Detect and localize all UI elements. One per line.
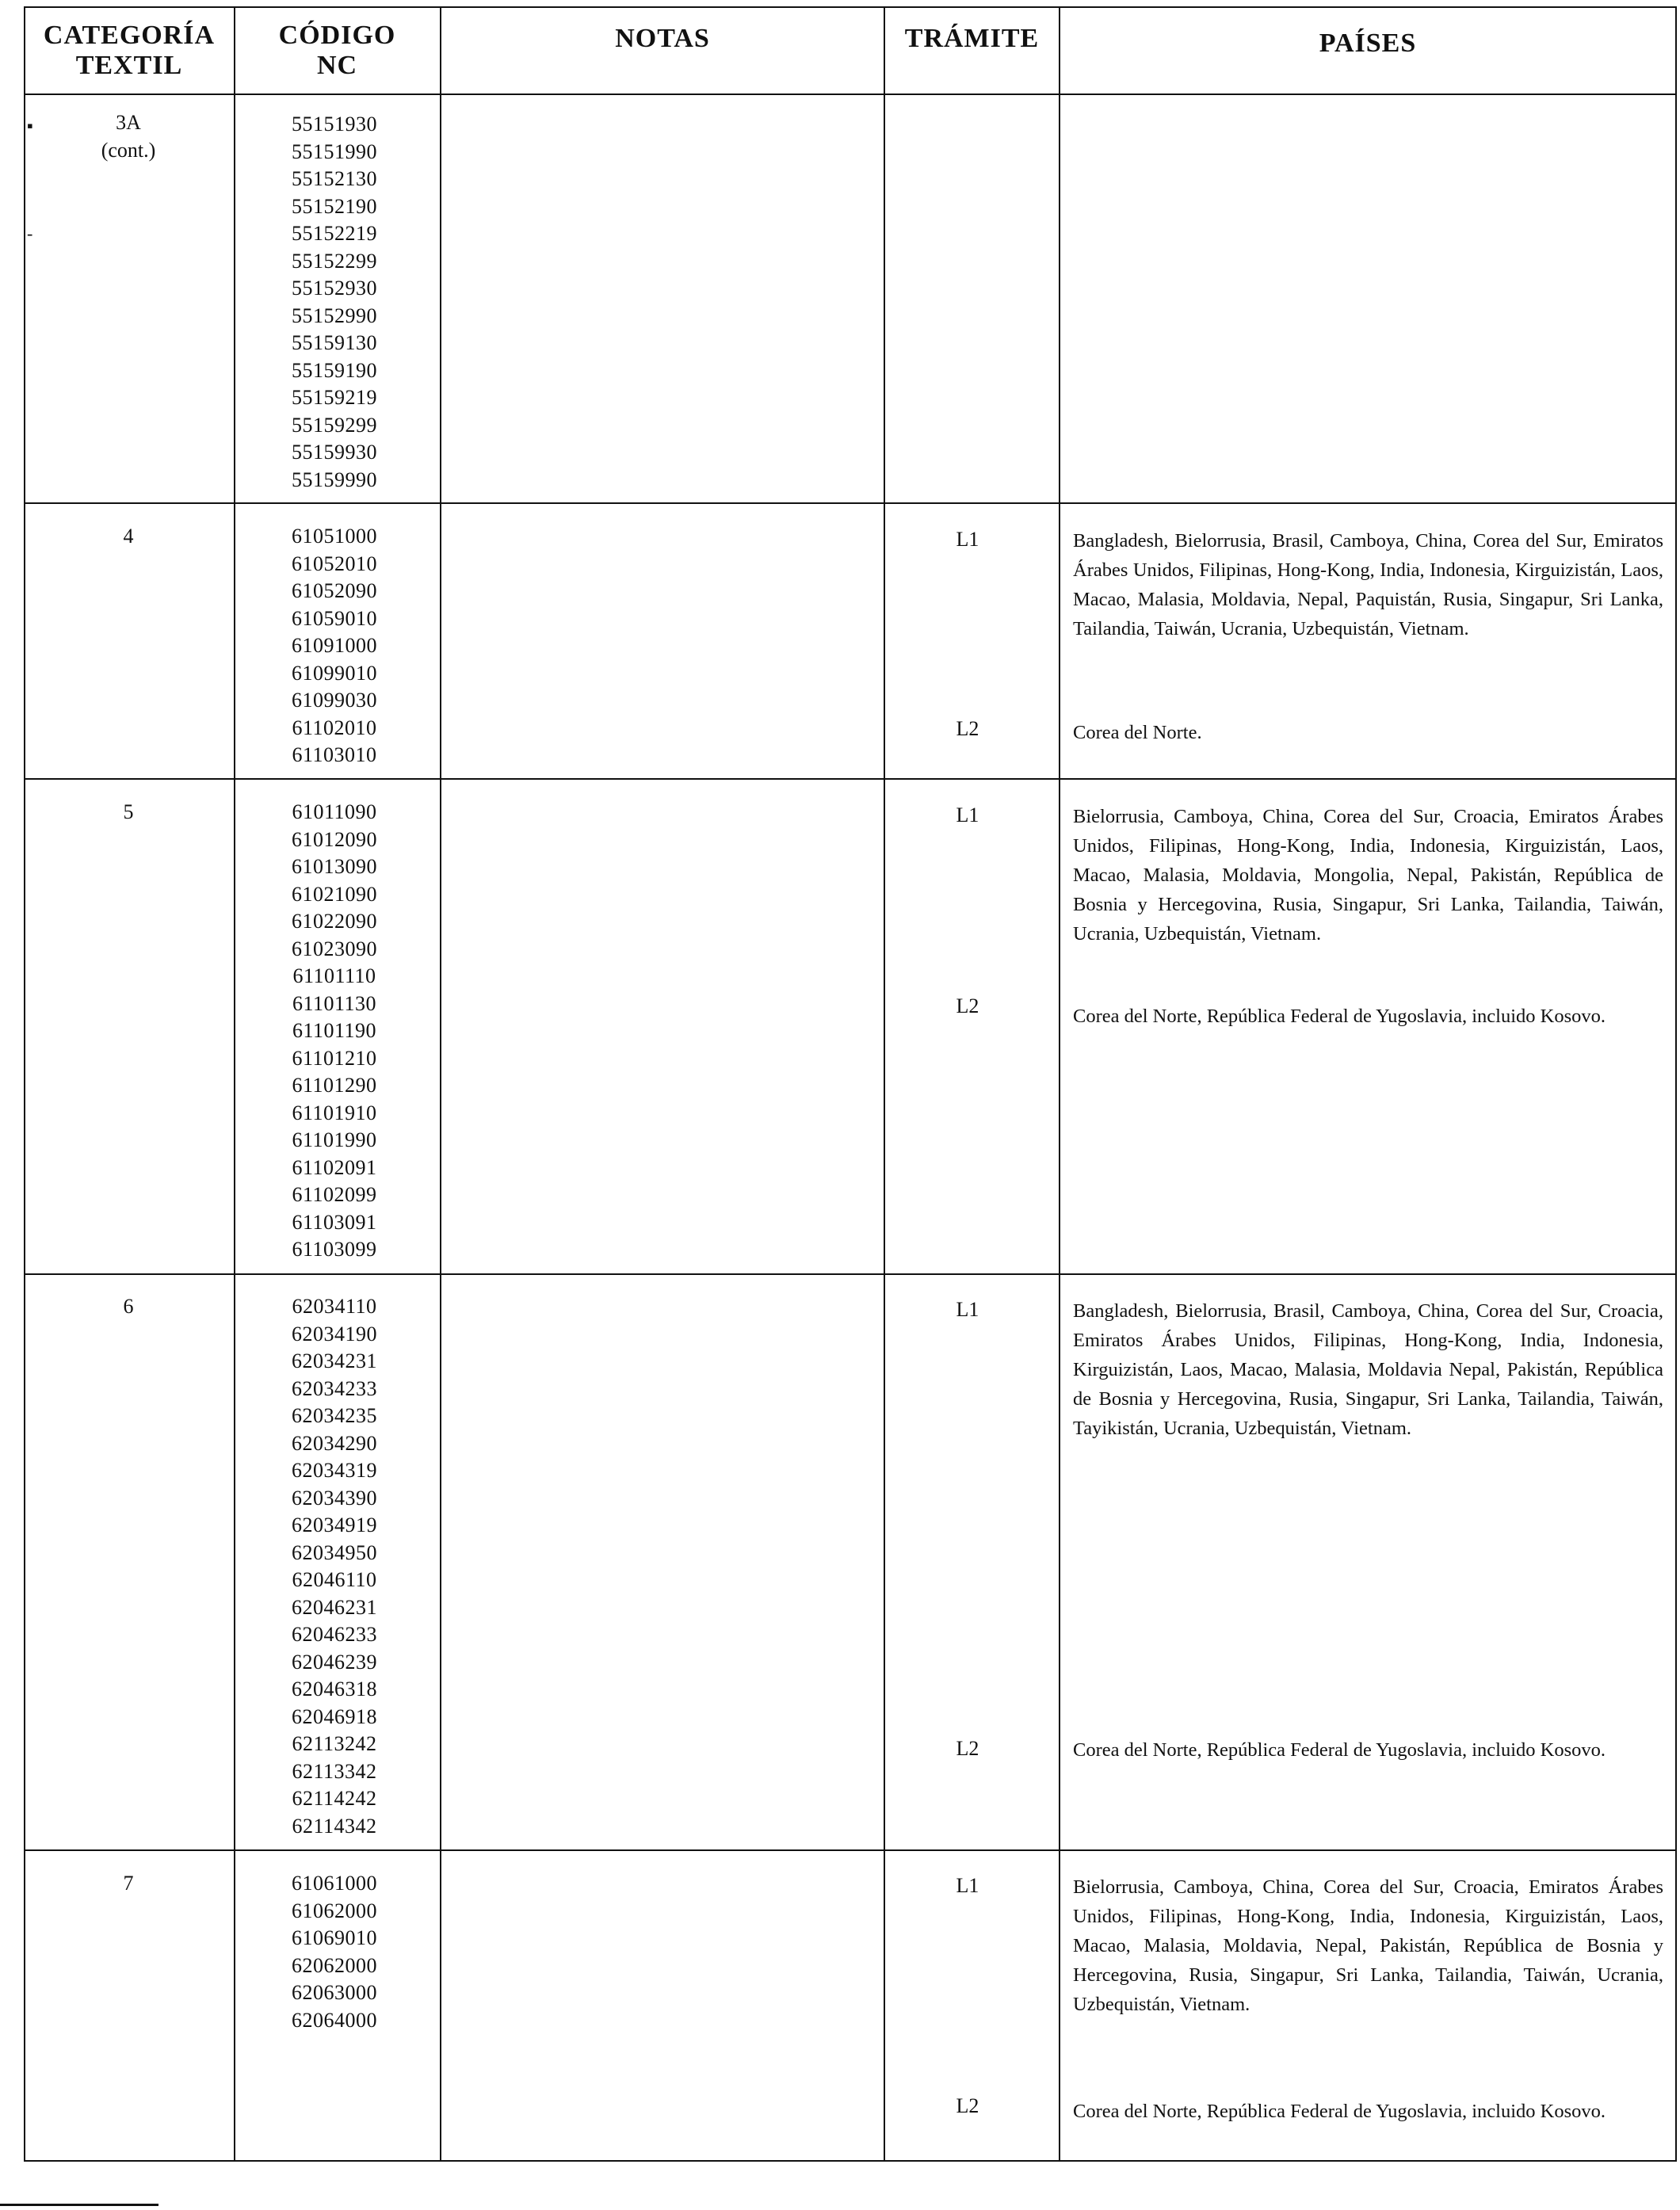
column-divider (884, 6, 885, 2162)
category-label: 7 (123, 1872, 134, 1895)
category-cell (81, 1870, 176, 1898)
nc-code: 62034950 (292, 1540, 377, 1564)
category-note: (cont.) (101, 138, 156, 162)
nc-code: 62114242 (292, 1787, 377, 1810)
category-cell (81, 109, 176, 164)
header-codigo-line2: NC (316, 51, 358, 80)
nc-code: 62034390 (292, 1486, 377, 1510)
table-left-border (24, 6, 25, 2162)
nc-code: 61099010 (292, 661, 377, 685)
nc-code: 62062000 (292, 1953, 377, 1977)
nc-code: 62113242 (292, 1732, 377, 1755)
nc-code: 55152219 (292, 222, 377, 245)
nc-code: 62034919 (292, 1513, 377, 1536)
column-divider (440, 6, 441, 2162)
code-list (271, 523, 398, 769)
tramite-code: L1 (956, 1874, 979, 1897)
tramite-code: L2 (956, 1737, 979, 1760)
country-list: Corea del Norte, República Federal de Yugoslavia, incluido Kosovo. (1073, 2101, 1606, 2122)
nc-code: 61101290 (292, 1074, 377, 1097)
nc-code: 55151990 (292, 139, 377, 163)
row-divider (24, 1273, 1677, 1275)
nc-code: 55152130 (292, 167, 377, 190)
nc-code: 61011090 (292, 800, 377, 823)
nc-code: 61101990 (292, 1128, 377, 1151)
country-list: Bielorrusia, Camboya, China, Corea del Sur, Croacia, Emiratos Árabes Unidos, Filipinas, Hong-Kong, India, Indonesia, Kirguizistán, Laos, Macao, Malasia, Moldavia, Nepal, Pakistán, República de Bosnia y Hercegovina, Rusia, Singapur, Sri Lanka, Tailandia, Taiwán, Ucrania, Uzbequistán, Vietnam. (1073, 1876, 1663, 2015)
tramite-code: L1 (956, 1298, 979, 1321)
nc-code: 61052010 (292, 552, 377, 575)
nc-code: 61102091 (292, 1155, 377, 1179)
nc-code: 55159130 (292, 331, 377, 354)
nc-code: 62046231 (292, 1595, 377, 1619)
nc-code: 62114342 (292, 1814, 377, 1838)
nc-code: 62046233 (292, 1623, 377, 1646)
header-categoria-line1: CATEGORÍA (43, 21, 216, 50)
header-bottom-border (24, 94, 1677, 95)
nc-code: 62034233 (292, 1376, 377, 1400)
nc-code: 55159190 (292, 358, 377, 382)
nc-code: 62034231 (292, 1349, 377, 1372)
nc-code: 55159990 (292, 468, 377, 491)
header-categoria-line2: TEXTIL (75, 51, 183, 80)
nc-code: 61101130 (292, 991, 377, 1015)
margin-mark: - (27, 223, 33, 243)
category-label: 4 (123, 525, 134, 548)
nc-code: 55151930 (292, 113, 377, 136)
nc-code: 55159219 (292, 386, 377, 409)
country-list: Bangladesh, Bielorrusia, Brasil, Camboya, China, Corea del Sur, Croacia, Emiratos Árabes Unidos, Filipinas, Hong-Kong, India, Indonesia, Kirguizistán, Laos, Macao, Malasia, Moldavia Nepal, Pakistán, República de Bosnia y Hercegovina, Rusia, Singapur, Sri Lanka, Tailandia, Taiwán, Tayikistán, Ucrania, Uzbequistán, Vietnam. (1073, 1300, 1663, 1439)
nc-code: 62063000 (292, 1981, 377, 2004)
tramite-code: L2 (956, 2094, 979, 2117)
nc-code: 61052090 (292, 579, 377, 602)
nc-code: 61061000 (292, 1872, 377, 1895)
category-label: 6 (123, 1295, 134, 1318)
country-list: Bielorrusia, Camboya, China, Corea del Sur, Croacia, Emiratos Árabes Unidos, Filipinas, Hong-Kong, India, Indonesia, Kirguizistán, Laos, Macao, Malasia, Moldavia, Mongolia, Nepal, Pakistán, República de Bosnia y Hercegovina, Rusia, Singapur, Sri Lanka, Tailandia, Taiwán, Ucrania, Uzbequistán, Vietnam. (1073, 806, 1663, 945)
country-list: Corea del Norte, República Federal de Yugoslavia, incluido Kosovo. (1073, 1006, 1606, 1027)
nc-code: 61101210 (292, 1046, 377, 1070)
category-label: 5 (123, 800, 134, 823)
country-list: Corea del Norte. (1073, 722, 1202, 743)
nc-code: 62064000 (292, 2008, 377, 2032)
nc-code: 61099030 (292, 689, 377, 712)
nc-code: 61069010 (292, 1926, 377, 1949)
nc-code: 61062000 (292, 1899, 377, 1922)
margin-mark: ▪ (27, 116, 33, 136)
row-divider (24, 778, 1677, 780)
table-top-border (24, 6, 1677, 8)
column-divider (234, 6, 235, 2162)
tramite-code: L1 (956, 528, 979, 551)
nc-code: 61091000 (292, 634, 377, 657)
category-cell (81, 1293, 176, 1321)
header-tramite: TRÁMITE (904, 24, 1040, 53)
nc-code: 55152930 (292, 277, 377, 300)
code-list (271, 1870, 398, 2034)
nc-code: 61103091 (292, 1210, 377, 1234)
header-codigo (235, 21, 439, 81)
nc-code: 62046318 (292, 1678, 377, 1700)
tramite-code: L2 (956, 717, 979, 740)
nc-code: 55152190 (292, 194, 377, 218)
row-divider (24, 1849, 1677, 1851)
nc-code: 61102099 (292, 1183, 377, 1206)
nc-code: 61022090 (292, 910, 377, 933)
nc-code: 61013090 (292, 855, 377, 878)
nc-code: 55152990 (292, 303, 377, 327)
nc-code: 55152299 (292, 249, 377, 273)
column-divider (1059, 6, 1060, 2162)
table-bottom-border (24, 2160, 1677, 2162)
nc-code: 62046110 (292, 1568, 377, 1591)
nc-code: 61101910 (292, 1101, 377, 1124)
nc-code: 61023090 (292, 937, 377, 960)
nc-code: 61059010 (292, 606, 377, 630)
nc-code: 62034110 (292, 1295, 377, 1318)
header-paises: PAÍSES (1319, 29, 1417, 58)
nc-code: 62034290 (292, 1431, 377, 1455)
nc-code: 62113342 (292, 1759, 377, 1783)
code-list (271, 1293, 398, 1840)
tramite-code: L2 (956, 994, 979, 1017)
nc-code: 61102010 (292, 716, 377, 739)
nc-code: 61051000 (292, 525, 377, 548)
nc-code: 61012090 (292, 827, 377, 851)
nc-code: 61101190 (292, 1019, 377, 1042)
nc-code: 62046239 (292, 1650, 377, 1674)
nc-code: 61103010 (292, 743, 377, 766)
nc-code: 62034319 (292, 1459, 377, 1482)
nc-code: 62046918 (292, 1704, 377, 1728)
nc-code: 55159930 (292, 441, 377, 464)
nc-code: 61021090 (292, 882, 377, 906)
nc-code: 61101110 (292, 964, 376, 987)
country-list: Bangladesh, Bielorrusia, Brasil, Camboya, China, Corea del Sur, Emiratos Árabes Unidos, Filipinas, Hong-Kong, India, Indonesia, Kirguizistán, Laos, Macao, Malasia, Moldavia, Nepal, Paquistán, Rusia, Singapur, Sri Lanka, Tailandia, Taiwán, Ucrania, Uzbequistán, Vietnam. (1073, 530, 1663, 639)
header-notas: NOTAS (615, 24, 710, 53)
nc-code: 62034235 (292, 1404, 377, 1427)
code-list (271, 799, 398, 1264)
category-cell (81, 799, 176, 826)
header-codigo-line1: CÓDIGO (278, 21, 396, 50)
code-list (271, 111, 398, 494)
nc-code: 61103099 (292, 1238, 377, 1261)
header-categoria (25, 21, 233, 81)
footnote-rule (0, 2204, 158, 2206)
category-label: 3A (116, 111, 141, 134)
tramite-code: L1 (956, 803, 979, 826)
nc-code: 55159299 (292, 413, 377, 437)
row-divider (24, 502, 1677, 504)
category-cell (81, 523, 176, 551)
table-right-border (1675, 6, 1677, 2162)
country-list: Corea del Norte, República Federal de Yugoslavia, incluido Kosovo. (1073, 1739, 1606, 1761)
nc-code: 62034190 (292, 1322, 377, 1345)
